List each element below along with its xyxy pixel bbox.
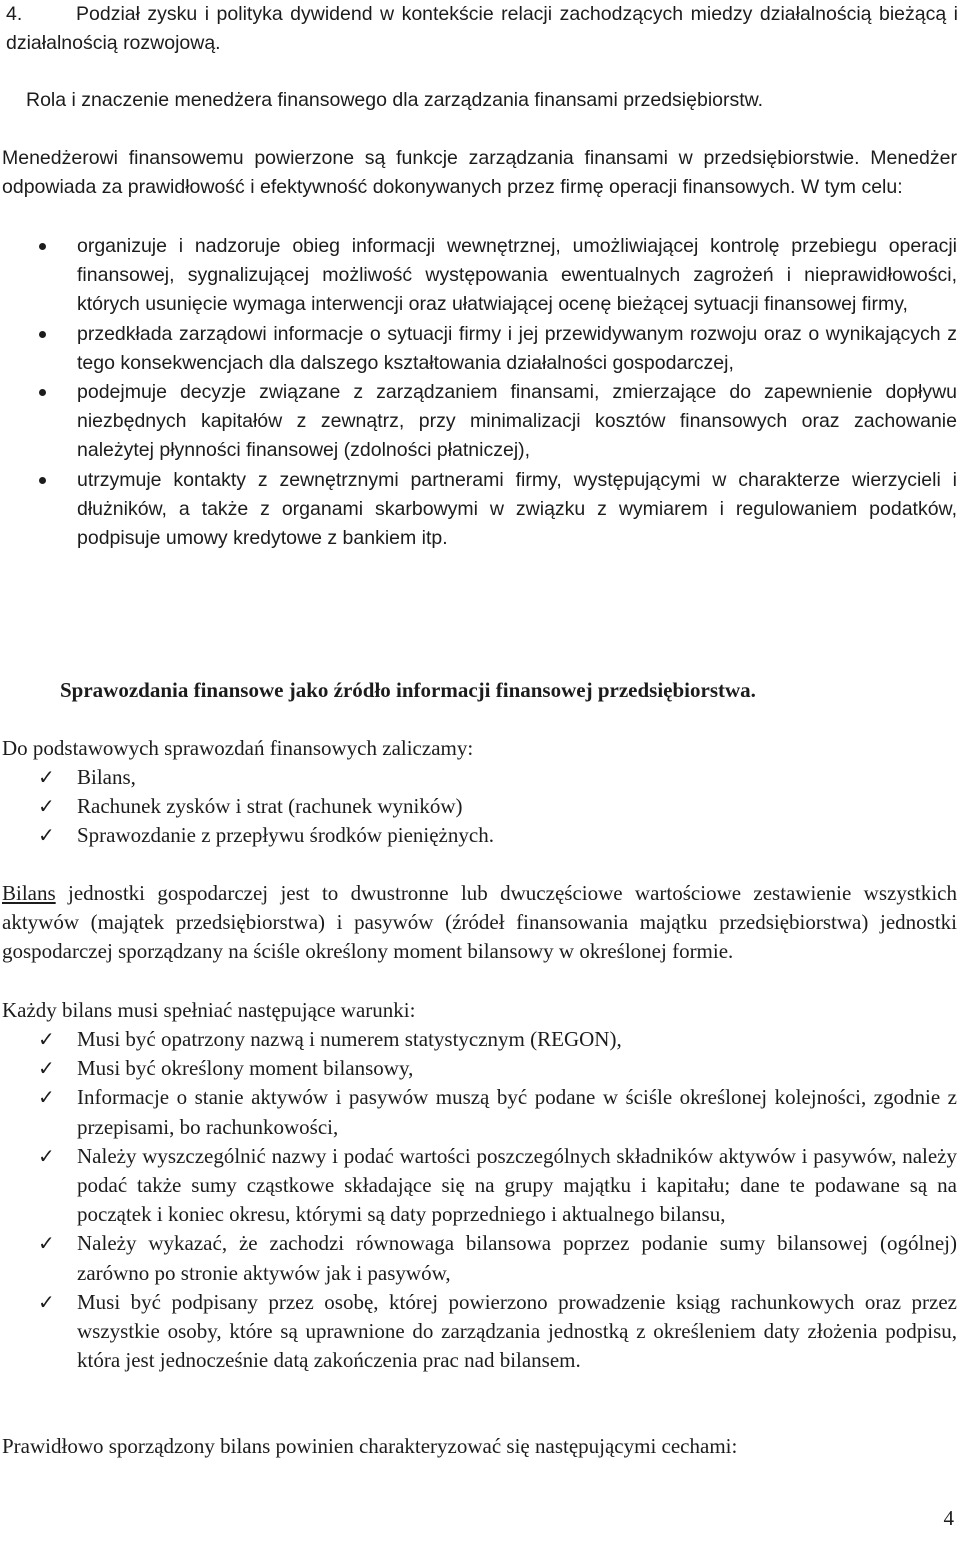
bilans-term: Bilans [2, 881, 56, 905]
checkmark-icon: ✓ [38, 823, 55, 848]
bullet-icon [39, 331, 46, 338]
conditions-list [2, 1025, 957, 1375]
list-item: ✓ Bilans, [2, 763, 957, 792]
checkmark-icon: ✓ [38, 1085, 55, 1110]
intro-paragraph [2, 144, 957, 202]
checkmark-icon: ✓ [38, 765, 55, 789]
section-4-text: Podział zysku i polityka dywidend w kontekście relacji zachodzących miedzy działalnością bieżącą i działalnością rozwojową. [6, 3, 958, 55]
checkmark-icon: ✓ [38, 1056, 55, 1081]
duties-list [2, 232, 957, 553]
list-item: przedkłada zarządowi informacje o sytuacji firmy i jej przewidywanym rozwoju oraz o wynikających z tego konsekwencjach dla dalszego kształtowania działalności gospodarczej, [2, 320, 957, 378]
checkmark-icon: ✓ [38, 1027, 55, 1051]
section-number: 4. [6, 3, 23, 25]
list-item: organizuje i nadzoruje obieg informacji wewnętrznej, umożliwiającej kontrolę przebiegu operacji finansowej, sygnalizującej możliwość występowania ewentualnych zagrożeń i nieprawidłowości, których usunięcie wymaga interwencji oraz ułatwiającej ocenę bieżącej sytuacji finansowej firmy, [2, 232, 957, 320]
list-item: ✓ Sprawozdanie z przepływu środków pieniężnych. [2, 821, 957, 850]
checkmark-icon: ✓ [38, 1231, 55, 1256]
list-item: ✓ Należy wyszczególnić nazwy i podać wartości poszczególnych składników aktywów i pasywów, należy podać także sumy cząstkowe składające się na grupy majątku i kapitału; dane te podawane są na początek i koniec okresu, którymi są daty poprzedniego i aktualnego bilansu, [38, 1143, 957, 1227]
list-item: ✓ Musi być opatrzony nazwą i numerem statystycznym (REGON), [2, 1025, 957, 1054]
conditions-intro: Każdy bilans musi spełniać następujące warunki: [2, 998, 416, 1022]
section-4-heading [6, 0, 958, 58]
closing-paragraph: Prawidłowo sporządzony bilans powinien charakteryzować się następującymi cechami: [2, 1434, 738, 1458]
bilans-definition-text: jednostki gospodarczej jest to dwustronne lub dwuczęściowe wartościowe zestawienie wszystkich aktywów (majątek przedsiębiorstwa) i pasywów (źródeł finansowania majątku przedsiębiorstwa) jednostki gospodarczej sporządzany na ściśle określony moment bilansowy w określonej formie. [2, 881, 957, 964]
list-item: ✓ Rachunek zysków i strat (rachunek wyników) [2, 792, 957, 821]
reports-intro: Do podstawowych sprawozdań finansowych zaliczamy: [2, 736, 474, 760]
list-item: podejmuje decyzje związane z zarządzaniem finansami, zmierzające do zapewnienie dopływu niezbędnych kapitałów z zewnątrz, przy minimalizacji kosztów finansowych oraz zachowanie należytej płynności finansowej (zdolności płatniczej), [2, 378, 957, 466]
list-item: ✓ Musi być określony moment bilansowy, [2, 1054, 957, 1083]
section-title: Sprawozdania finansowe jako źródło informacji finansowej przedsiębiorstwa. [60, 678, 756, 702]
list-item: utrzymuje kontakty z zewnętrznymi partnerami firmy, występującymi w charakterze wierzycieli i dłużników, a także z organami skarbowymi w związku z wymiarem i regulowaniem podatków, podpisuje umowy kredytowe z bankiem itp. [2, 466, 957, 554]
bullet-icon [39, 477, 46, 484]
list-item: ✓ Musi być podpisany przez osobę, której powierzono prowadzenie ksiąg rachunkowych oraz przez wszystkie osoby, które są uprawnione do zarządzania jednostką z określeniem daty złożenia podpisu, która jest jednocześnie datą zakończenia prac nad bilansem. [38, 1289, 957, 1373]
list-item: ✓ Należy wykazać, że zachodzi równowaga bilansowa poprzez podanie sumy bilansowej (ogólnej) zarówno po stronie aktywów jak i pasywów, [38, 1231, 957, 1285]
bullet-icon [39, 243, 46, 250]
checkmark-icon: ✓ [38, 1289, 55, 1314]
rola-heading: Rola i znaczenie menedżera finansowego dla zarządzania finansami przedsiębiorstw. [26, 89, 764, 111]
list-item: ✓ Informacje o stanie aktywów i pasywów muszą być podane w ściśle określonej kolejności, zgodnie z przepisami, bo rachunkowości, [38, 1085, 957, 1139]
reports-list [2, 763, 957, 851]
intro-text: Menedżerowi finansowemu powierzone są funkcje zarządzania finansami w przedsiębiorstwie. Menedżer odpowiada za prawidłowość i efektywność dokonywanych przez firmę operacji finansowych. [2, 147, 957, 199]
checkmark-icon: ✓ [38, 794, 55, 819]
intro-tail: W tym celu: [800, 176, 903, 199]
bilans-definition [2, 879, 957, 967]
bullet-icon [39, 389, 46, 396]
checkmark-icon: ✓ [38, 1143, 55, 1168]
page-number: 4 [943, 1506, 954, 1530]
